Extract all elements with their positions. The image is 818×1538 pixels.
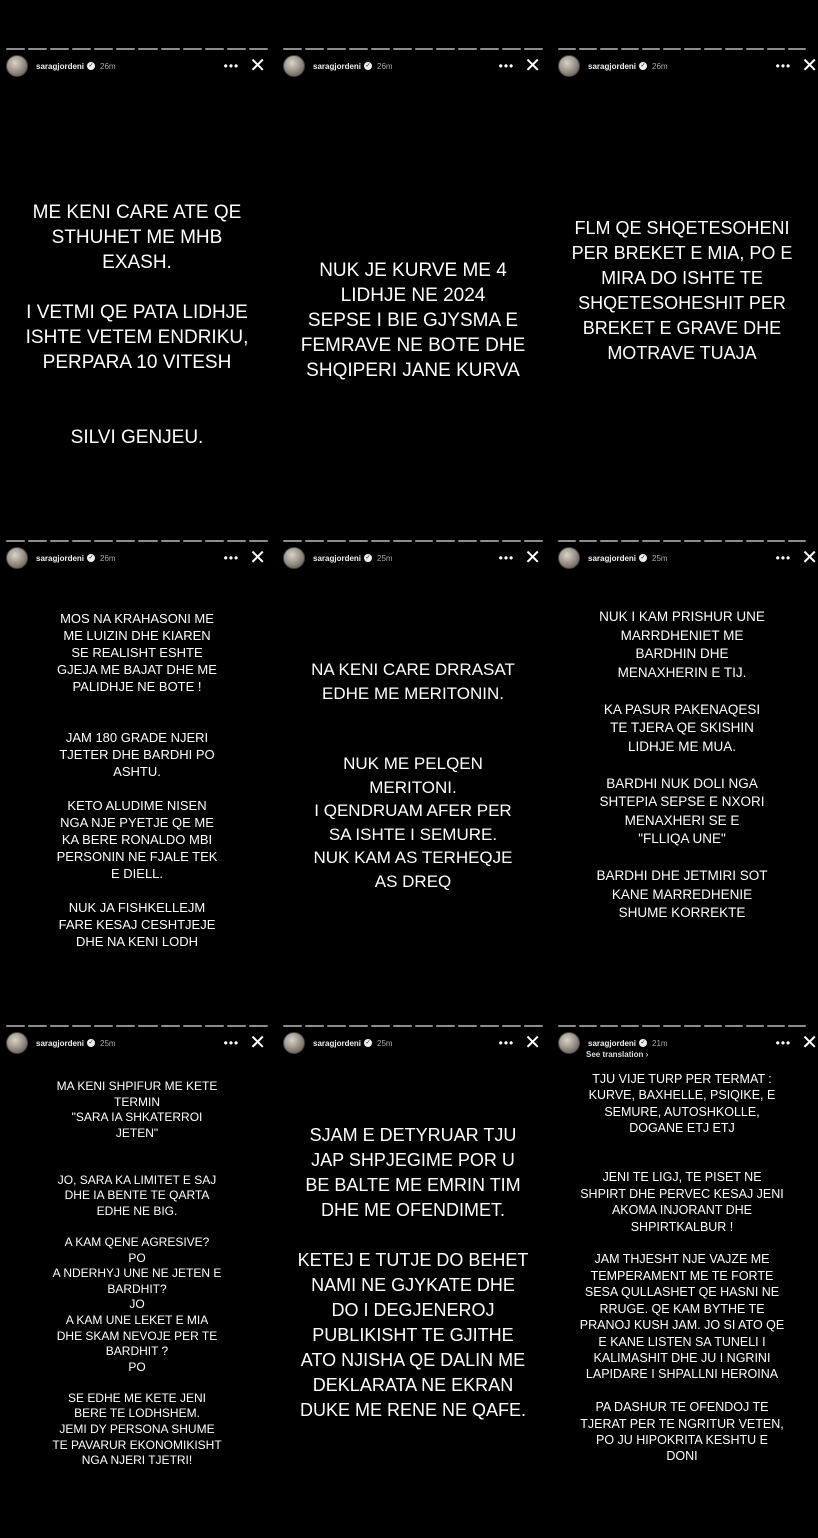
story-header <box>6 1031 266 1055</box>
avatar[interactable] <box>283 547 305 569</box>
more-options-icon[interactable]: ••• <box>775 1036 792 1050</box>
verified-icon: ✓ <box>88 1040 94 1046</box>
progress-bar <box>6 1025 268 1027</box>
close-icon[interactable]: ✕ <box>524 1032 541 1054</box>
avatar[interactable] <box>6 1032 28 1054</box>
close-icon[interactable]: ✕ <box>801 547 818 569</box>
verified-icon: ✓ <box>88 63 94 69</box>
progress-bar <box>283 1025 543 1027</box>
avatar[interactable] <box>558 55 580 77</box>
story-panel-1[interactable] <box>0 44 274 518</box>
story-text: MA KENI SHPIFUR ME KETE TERMIN "SARA IA SHKATERROI JETEN" JO, SARA KA LIMITET E SAJ DHE IA BENTE TE QARTA EDHE NE BIG. A KAM QENE AGRESIVE? PO A NDERHYJ UNE NE JETEN E BARDHIT? JO A KAM UNE LEKET E MIA DHE SKAM NEVOJE PER TE BARDHIT ? PO SE EDHE ME KETE JENI BERE TE LODHSHEM. JEMI DY PERSONA SHUME TE PAVARUR EKONOMIKISHT NGA NJERI TJETRI! <box>52 1079 222 1468</box>
story-panel-2[interactable] <box>277 44 549 518</box>
verified-icon: ✓ <box>365 1040 371 1046</box>
avatar[interactable] <box>283 55 305 77</box>
progress-bar <box>558 540 806 542</box>
more-options-icon[interactable]: ••• <box>498 1036 515 1050</box>
timestamp: 21m <box>652 1038 668 1048</box>
story-text: NA KENI CARE DRRASAT EDHE ME MERITONIN. NUK ME PELQEN MERITONI. I QENDRUAM AFER PER SA ISHTE I SEMURE. NUK KAM AS TERHEQJE AS DREQ <box>311 660 515 891</box>
verified-icon: ✓ <box>640 63 646 69</box>
timestamp: 26m <box>377 61 393 71</box>
username[interactable]: saragjordeni <box>36 61 85 71</box>
close-icon[interactable]: ✕ <box>249 1032 266 1054</box>
avatar[interactable] <box>283 1032 305 1054</box>
story-panel-4[interactable] <box>0 536 274 1014</box>
story-text: SJAM E DETYRUAR TJU JAP SHPJEGIME POR U BE BALTE ME EMRIN TIM DHE ME OFENDIMET. KETEJ E TUTJE DO BEHET NAMI NE GJYKATE DHE DO I DEGJENEROJ PUBLIKISHT TE GJITHE ATO NJISHA QE DALIN ME DEKLARATA NE EKRAN DUKE ME RENE NE QAFE. <box>297 1125 529 1420</box>
username[interactable]: saragjordeni <box>313 61 362 71</box>
username[interactable]: saragjordeni <box>588 553 637 563</box>
timestamp: 25m <box>652 553 668 563</box>
more-options-icon[interactable]: ••• <box>498 59 515 73</box>
more-options-icon[interactable]: ••• <box>223 1036 240 1050</box>
username[interactable]: saragjordeni <box>36 553 85 563</box>
close-icon[interactable]: ✕ <box>524 547 541 569</box>
close-icon[interactable]: ✕ <box>801 55 818 77</box>
timestamp: 25m <box>377 553 393 563</box>
story-panel-7[interactable] <box>0 1021 274 1511</box>
story-text: ME KENI CARE ATE QE STHUHET ME MHB EXASH. I VETMI QE PATA LIDHJE ISHTE VETEM ENDRIKU, PERPARA 10 VITESH SILVI GENJEU. <box>25 202 249 448</box>
story-text: MOS NA KRAHASONI ME ME LUIZIN DHE KIAREN SE REALISHT ESHTE GJEJA ME BAJAT DHE ME PALIDHJE NE BOTE ! JAM 180 GRADE NJERI TJETER DHE BARDHI PO ASHTU. KETO ALUDIME NISEN NGA NJE PYETJE QE ME KA BERE RONALDO MBI PERSONIN NE FJALE TEK E DIELL. NUK JA FISHKELLEJM FARE KESAJ CESHTJEJE DHE NA KENI LODH <box>56 611 218 949</box>
close-icon[interactable]: ✕ <box>801 1032 818 1054</box>
verified-icon: ✓ <box>365 63 371 69</box>
progress-bar <box>558 48 806 50</box>
story-text: NUK JE KURVE ME 4 LIDHJE NE 2024 SEPSE I BIE GJYSMA E FEMRAVE NE BOTE DHE SHQIPERI JANE KURVA <box>300 260 526 381</box>
close-icon[interactable]: ✕ <box>249 547 266 569</box>
more-options-icon[interactable]: ••• <box>498 551 515 565</box>
verified-icon: ✓ <box>640 1040 646 1046</box>
avatar[interactable] <box>6 547 28 569</box>
avatar[interactable] <box>558 547 580 569</box>
username[interactable]: saragjordeni <box>588 61 637 71</box>
verified-icon: ✓ <box>365 555 371 561</box>
story-header <box>6 546 266 570</box>
progress-bar <box>283 540 543 542</box>
story-header <box>283 546 541 570</box>
story-header <box>283 54 541 78</box>
timestamp: 25m <box>377 1038 393 1048</box>
more-options-icon[interactable]: ••• <box>223 59 240 73</box>
story-text: FLM QE SHQETESOHENI PER BREKET E MIA, PO E MIRA DO ISHTE TE SHQETESOHESHIT PER BREKET E GRAVE DHE MOTRAVE TUAJA <box>571 218 793 363</box>
story-panel-3[interactable] <box>552 44 818 518</box>
story-header <box>558 546 818 570</box>
story-header <box>558 54 818 78</box>
progress-bar <box>6 48 268 50</box>
username[interactable]: saragjordeni <box>588 1038 637 1048</box>
avatar[interactable] <box>6 55 28 77</box>
timestamp: 26m <box>652 61 668 71</box>
verified-icon: ✓ <box>640 555 646 561</box>
timestamp: 26m <box>100 553 116 563</box>
timestamp: 26m <box>100 61 116 71</box>
more-options-icon[interactable]: ••• <box>775 59 792 73</box>
story-header <box>6 54 266 78</box>
verified-icon: ✓ <box>88 555 94 561</box>
story-panel-9[interactable] <box>552 1021 818 1511</box>
close-icon[interactable]: ✕ <box>249 55 266 77</box>
progress-bar <box>283 48 543 50</box>
username[interactable]: saragjordeni <box>313 1038 362 1048</box>
more-options-icon[interactable]: ••• <box>775 551 792 565</box>
more-options-icon[interactable]: ••• <box>223 551 240 565</box>
story-panel-5[interactable] <box>277 536 549 1014</box>
progress-bar <box>6 540 268 542</box>
close-icon[interactable]: ✕ <box>524 55 541 77</box>
see-translation-link[interactable]: See translation › <box>586 1050 649 1059</box>
story-panel-8[interactable] <box>277 1021 549 1511</box>
username[interactable]: saragjordeni <box>36 1038 85 1048</box>
avatar[interactable] <box>558 1032 580 1054</box>
story-text: TJU VIJE TURP PER TERMAT : KURVE, BAXHELLE, PSIQIKE, E SEMURE, AUTOSHKOLLE, DOGANE ETJ ETJ JENI TE LIGJ, TE PISET NE SHPIRT DHE PERVEC KESAJ JENI AKOMA INJORANT DHE SHPIRTKALBUR ! JAM THJESHT NJE VAJZE ME TEMPERAMENT ME TE FORTE SESA QULLASHET QE HASNI NE RRUGE. QE KAM BYTHE TE PRANOJ KUSH JAM. JO SI ATO QE E KANE LISTEN SA TUNELI I KALIMASHIT DHE JU I NGRINI LAPIDARE I SHPALLNI HEROINA PA DASHUR TE OFENDOJ TE TJERAT PER TE NGRITUR VETEN, PO JU HIPOKRITA KESHTU E DONI <box>579 1072 785 1464</box>
timestamp: 25m <box>100 1038 116 1048</box>
story-panel-6[interactable] <box>552 536 818 1014</box>
progress-bar <box>558 1025 806 1027</box>
story-header <box>283 1031 541 1055</box>
username[interactable]: saragjordeni <box>313 553 362 563</box>
story-text: NUK I KAM PRISHUR UNE MARRDHENIET ME BARDHIN DHE MENAXHERIN E TIJ. KA PASUR PAKENAQESI TE TJERA QE SKISHIN LIDHJE ME MUA. BARDHI NUK DOLI NGA SHTEPIA SEPSE E NXORI MENAXHERI SE E "FLLIQA UNE" BARDHI DHE JETMIRI SOT KANE MARREDHENIE SHUME KORREKTE <box>596 609 768 920</box>
